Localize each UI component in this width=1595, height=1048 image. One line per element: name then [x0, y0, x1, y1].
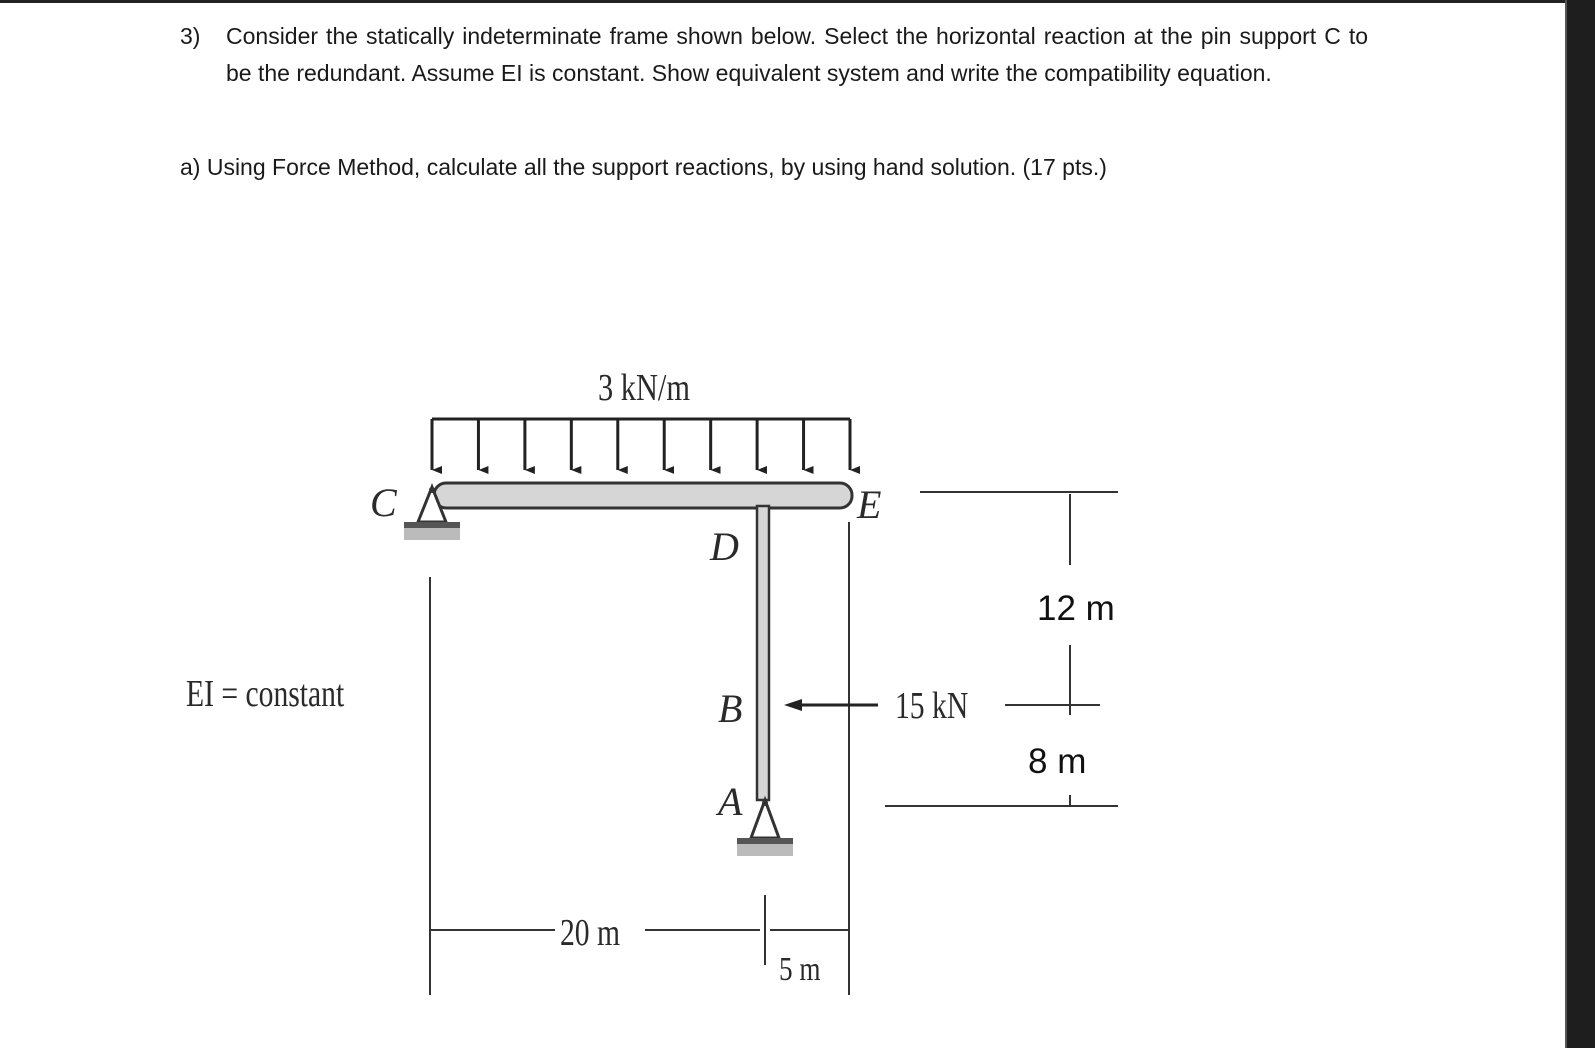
dim-20m: 20 m — [559, 912, 621, 954]
beam-CE — [434, 483, 852, 508]
column-DA — [757, 506, 769, 800]
question-number: 3) — [180, 23, 201, 49]
question-part-a: a) Using Force Method, calculate all the support reactions, by using hand solution. (17 pts.) — [180, 154, 1107, 180]
pin-support-A — [737, 800, 793, 856]
dim-5m: 5 m — [779, 950, 821, 988]
label-D: D — [710, 524, 739, 569]
label-B: B — [718, 686, 743, 731]
dimension-lines — [430, 492, 1118, 995]
dim-12m: 12 m — [1037, 589, 1115, 628]
force-label: 15 kN — [894, 685, 969, 727]
distributed-load — [432, 419, 850, 470]
load-label: 3 kN/m — [598, 366, 691, 409]
label-C: C — [370, 480, 397, 525]
label-A: A — [718, 779, 743, 824]
question-text: Consider the statically indeterminate frame shown below. Select the horizontal reaction at the pin support C to be the redundant. Assume EI is constant. Show equivalent system and write the compatibility equation. — [226, 23, 1368, 86]
ei-label: EI = constant — [186, 673, 345, 715]
point-load-15kN — [784, 699, 878, 711]
label-E: E — [857, 482, 882, 527]
dim-8m: 8 m — [1028, 742, 1087, 781]
